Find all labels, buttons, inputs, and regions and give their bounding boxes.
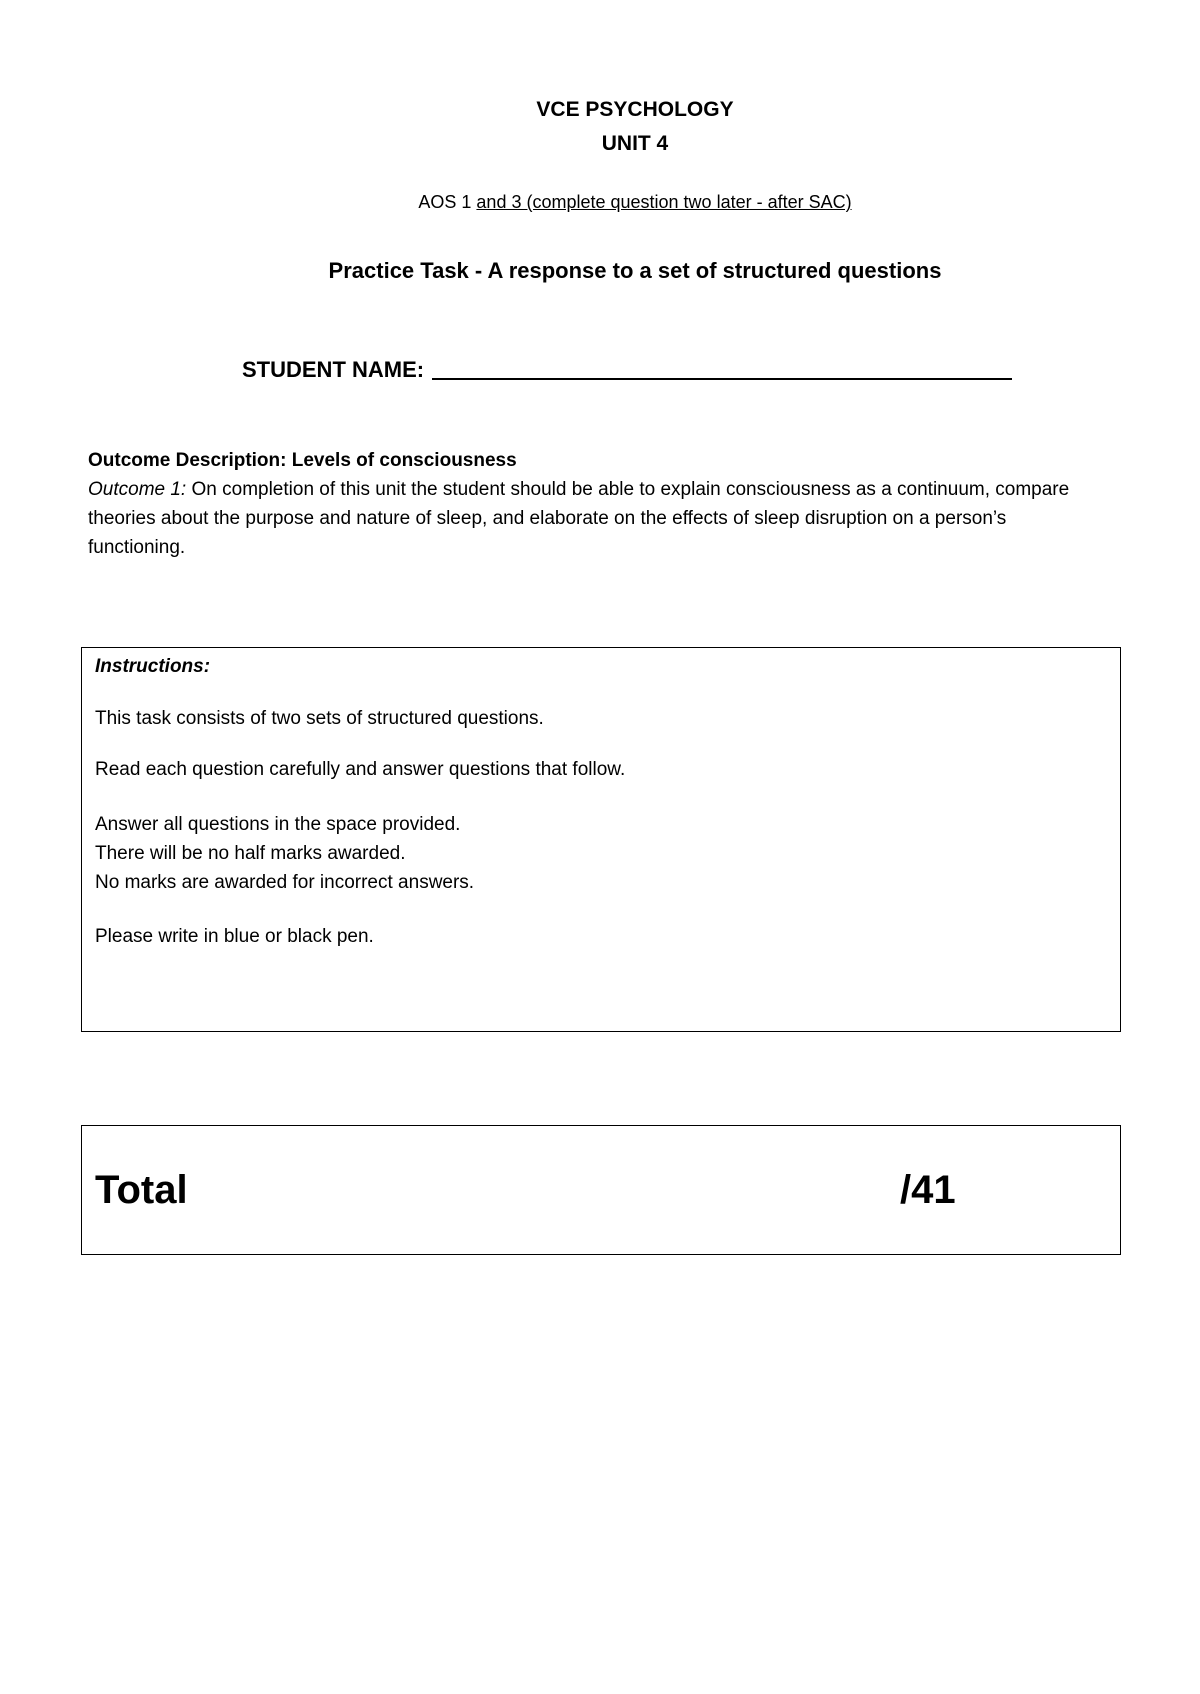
total-score: /41 bbox=[900, 1168, 956, 1212]
outcome-paragraph bbox=[88, 475, 1098, 562]
document-title: VCE PSYCHOLOGY bbox=[536, 98, 734, 121]
aos-line bbox=[0, 192, 1200, 213]
instruction-line: No marks are awarded for incorrect answers. bbox=[95, 872, 475, 893]
practice-task-heading: Practice Task - A response to a set of structured questions bbox=[328, 258, 942, 283]
instruction-group bbox=[95, 810, 1107, 897]
total-label: Total bbox=[95, 1168, 188, 1212]
instructions-title: Instructions: bbox=[95, 656, 211, 677]
outcome-section bbox=[88, 446, 1098, 562]
unit-label: UNIT 4 bbox=[601, 132, 669, 155]
instruction-line: Answer all questions in the space provided. bbox=[95, 814, 461, 835]
instruction-line: Read each question carefully and answer questions that follow. bbox=[95, 759, 626, 780]
instruction-line: There will be no half marks awarded. bbox=[95, 843, 406, 864]
instruction-line: Please write in blue or black pen. bbox=[95, 926, 374, 947]
instruction-line: This task consists of two sets of structured questions. bbox=[95, 708, 544, 729]
outcome-text: On completion of this unit the student should be able to explain consciousness as a continuum, compare theories about the purpose and nature of sleep, and elaborate on the effects of sleep disruption on a person’s functioning. bbox=[88, 479, 1070, 558]
outcome-heading: Outcome Description: Levels of consciousness bbox=[88, 450, 517, 471]
student-name-label: STUDENT NAME: bbox=[242, 357, 425, 382]
instructions-box bbox=[81, 647, 1121, 1032]
aos-prefix: AOS 1 bbox=[418, 192, 472, 212]
student-name-field[interactable] bbox=[432, 378, 1012, 380]
outcome-lead: Outcome 1: bbox=[88, 479, 187, 500]
student-name-row bbox=[242, 357, 1012, 383]
total-box bbox=[81, 1125, 1121, 1255]
aos-underlined-note: and 3 (complete question two later - after SAC) bbox=[476, 192, 852, 212]
